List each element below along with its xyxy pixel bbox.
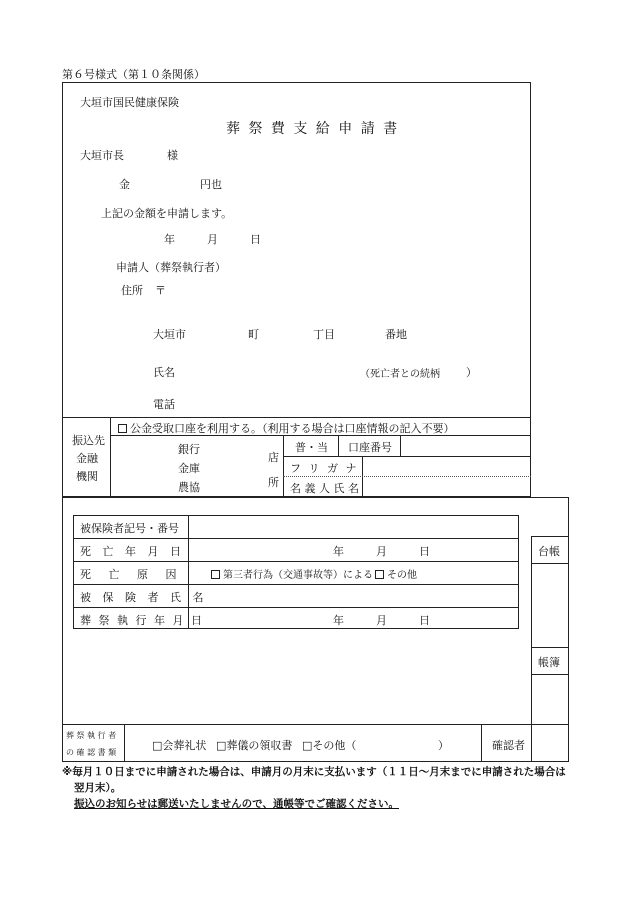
insured-row3-line — [73, 584, 519, 585]
bank-ginko: 銀行 — [178, 443, 200, 456]
third-party-option[interactable] — [211, 566, 373, 581]
furigana-label: フ リ ガ ナ — [290, 462, 359, 475]
checker-divider — [481, 724, 482, 762]
futsu-toza: 普・当 — [295, 441, 328, 454]
other-cause-checkbox[interactable] — [375, 570, 384, 579]
bank-nokyo: 農協 — [178, 481, 200, 494]
other-cause-text: その他 — [387, 570, 417, 581]
public-account-checkbox[interactable] — [118, 424, 127, 433]
side-column-divider — [531, 536, 532, 762]
address-chome: 丁目 — [313, 328, 335, 341]
relation-close: ） — [466, 366, 477, 379]
death-cause-label: 死 亡 原 因 — [80, 568, 184, 581]
third-party-checkbox[interactable] — [211, 570, 220, 579]
address-label: 住所 — [121, 284, 143, 297]
side-line-4 — [531, 724, 569, 725]
bank-ten: 店 — [268, 451, 279, 464]
funeral-date-month: 月 — [376, 614, 387, 627]
address-machi: 町 — [248, 328, 259, 341]
other-cause-option[interactable] — [375, 566, 417, 581]
note-transfer-notice: 振込のお知らせは郵送いたしませんので、通帳等でご確認ください。 — [74, 798, 399, 810]
furigana-dotted-line — [283, 476, 531, 477]
bank-label-2: 金融 — [76, 452, 98, 465]
form-title: 葬 祭 費 支 給 申 請 書 — [226, 121, 400, 137]
confirm-label-divider — [124, 724, 125, 762]
phone-label: 電話 — [153, 398, 175, 411]
bank-label-3: 機関 — [76, 470, 98, 483]
date-year-label: 年 — [164, 233, 175, 246]
address-city: 大垣市 — [153, 328, 186, 341]
postal-mark: 〒 — [155, 284, 166, 297]
confirm-label-1: 葬 祭 執 行 者 — [66, 731, 117, 740]
account-number-label: 口座番号 — [348, 441, 392, 454]
amount-kin-label: 金 — [119, 178, 130, 191]
confirm-doc-other-close: ） — [438, 739, 449, 752]
applicant-label: 申請人（葬祭執行者） — [116, 261, 226, 274]
confirm-doc-receipt[interactable]: □葬儀の領収書 — [216, 739, 293, 752]
date-month-label: 月 — [207, 233, 218, 246]
request-statement: 上記の金額を申請します。 — [101, 207, 233, 220]
type-divider — [338, 435, 339, 456]
bank-label-divider — [110, 417, 111, 497]
bank-sho: 所 — [268, 476, 279, 489]
relation-open: （死亡者との続柄 — [360, 369, 440, 380]
insured-row1-line — [73, 538, 519, 539]
side-line-1 — [531, 563, 569, 564]
funeral-date-label: 葬 祭 執 行 年 月 日 — [80, 614, 204, 627]
bank-section-top-line — [62, 417, 531, 418]
date-day-label: 日 — [250, 233, 261, 246]
public-account-text: 公金受取口座を利用する。（利用する場合は口座情報の記入不要） — [130, 422, 455, 435]
account-row-line — [283, 456, 531, 457]
insured-row2-line — [73, 561, 519, 562]
choubo-label: 帳簿 — [538, 656, 560, 669]
bank-label-1: 振込先 — [72, 434, 105, 447]
address-banchi: 番地 — [385, 328, 407, 341]
confirm-label-2: の 確 認 書 類 — [66, 748, 117, 757]
amount-enya-label: 円也 — [200, 178, 222, 191]
bank-kinko: 金庫 — [178, 462, 200, 475]
funeral-date-day: 日 — [419, 614, 430, 627]
name-label: 氏名 — [153, 366, 175, 379]
death-date-month: 月 — [376, 545, 387, 558]
insured-row4-line — [73, 607, 519, 608]
holder-name-label: 名 義 人 氏 名 — [290, 482, 359, 495]
checker-label: 確認者 — [492, 739, 525, 752]
note-payment: ※毎月１０日までに申請された場合は、申請月の月末に支払います（１１日～月末までに申請された場合は — [62, 766, 566, 778]
funeral-date-year: 年 — [333, 614, 344, 627]
side-line-2 — [531, 647, 569, 648]
death-date-day: 日 — [419, 545, 430, 558]
death-date-year: 年 — [333, 545, 344, 558]
branch-divider — [283, 435, 284, 497]
form-code: 第６号様式（第１０条関係） — [62, 68, 205, 81]
note-payment-cont: 翌月末）。 — [74, 782, 122, 794]
third-party-text: 第三者行為（交通事故等）による — [223, 570, 373, 581]
account-number-divider — [400, 435, 401, 456]
confirm-doc-other[interactable]: □その他（ — [302, 739, 357, 752]
public-account-option[interactable] — [118, 420, 455, 436]
side-line-3 — [531, 674, 569, 675]
daicho-label: 台帳 — [538, 545, 560, 558]
insured-number-label: 被保険者記号・番号 — [80, 522, 179, 535]
death-date-label: 死 亡 年 月 日 — [80, 545, 185, 558]
insurer-name: 大垣市国民健康保険 — [80, 96, 179, 109]
side-top-line — [531, 536, 569, 537]
bank-row1-line — [110, 435, 531, 436]
addressee-sama: 様 — [167, 149, 178, 162]
insured-name-label: 被 保 険 者 氏 名 — [80, 591, 208, 604]
confirm-doc-funeral-card[interactable]: □会葬礼状 — [152, 739, 207, 752]
confirm-row-line — [62, 724, 531, 725]
addressee: 大垣市長 — [80, 149, 124, 162]
